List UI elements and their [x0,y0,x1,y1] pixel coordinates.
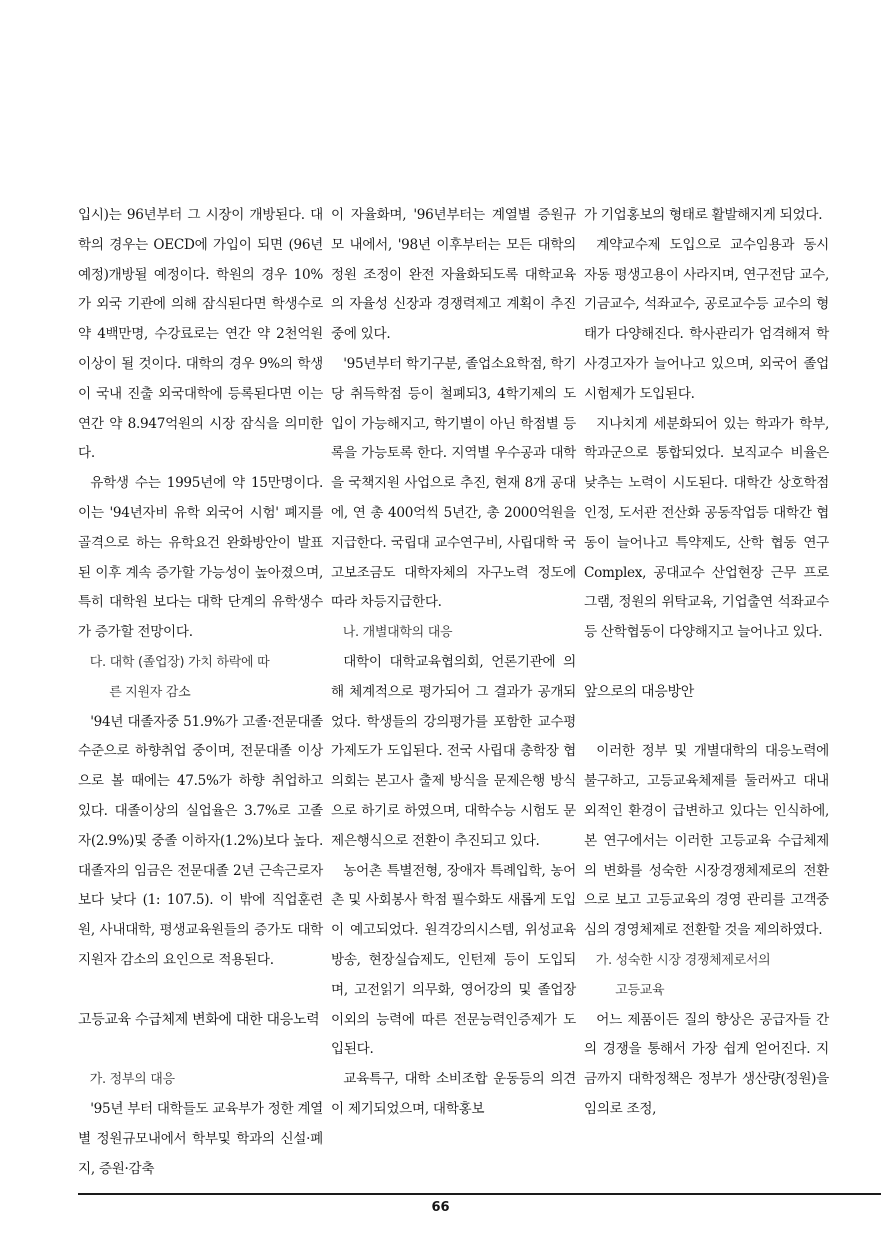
section-heading: 앞으로의 대응방안 [584,683,694,700]
subheading: 다. 대학 (졸업장) 가치 하락에 따 [89,654,270,670]
column-left [78,201,323,1184]
column-middle [331,201,576,1125]
paragraph: 지나치게 세분화되어 있는 학과가 학부, 학과군으로 통합되었다. 보직교수 비율은 낮추는 노력이 시도된다. 대학간 상호학점인정, 도서관 전산화 공동작업등 대학간 협동이 늘어나고 특약제도, 산학 협동 연구 Complex, 공대교수 산업현장 근무 프로그램, 정원의 위탁교육, 기업출연 석좌교수등 산학협동이 다양해지고 늘어나고 있다. [584,415,829,641]
column-right [584,201,829,1125]
paragraph: 이러한 정부 및 개별대학의 대응노력에 불구하고, 고등교육체제를 둘러싸고 대내외적인 환경이 급변하고 있다는 인식하에, 본 연구에서는 이러한 고등교육 수급체제의 변화를 성숙한 시장경쟁체제로의 전환으로 보고 고등교육의 경영 관리를 고객중심의 경영체제로 전환할 것을 제의하였다. [584,743,829,939]
subheading-continued: 고등교육 [615,982,665,998]
paragraph: 농어촌 특별전형, 장애자 특례입학, 농어촌 및 사회봉사 학점 필수화도 새롭게 도입이 예고되었다. 원격강의시스템, 위성교육방송, 현장실습제도, 인턴제 등이 도입되며, 고전읽기 의무화, 영어강의 및 졸업장이외의 능력에 따른 전문능력인증제가 도입된다. [331,862,576,1058]
paragraph: 유학생 수는 1995년에 약 15만명이다. 이는 '94년자비 유학 외국어 시험' 폐지를 골격으로 하는 유학요건 완화방안이 발표된 이후 계속 증가할 가능성이 높아졌으며, 특히 대학원 보다는 대학 단계의 유학생수가 증가할 전망이다. [78,475,323,641]
subheading: 가. 성숙한 시장 경쟁체제로서의 [595,952,771,968]
paragraph: '94년 대졸자중 51.9%가 고졸·전문대졸 수준으로 하향취업 중이며, 전문대졸 이상으로 볼 때에는 47.5%가 하향 취업하고 있다. 대졸이상의 실업율은 3.7%로 고졸자(2.9%)및 중졸 이하자(1.2%)보다 높다. 대졸자의 임금은 전문대졸 2년 근속근로자보다 낮다 (1: 107.5). 이 밖에 직업훈련원, 사내대학, 평생교육원들의 증가도 대학지원자 감소의 요인으로 적용된다. [78,713,323,968]
paragraph: '95년부터 학기구분, 졸업소요학점, 학기당 취득학점 등이 철폐되3, 4학기제의 도입이 가능해지고, 학기별이 아닌 학점별 등록을 가능토록 한다. 지역별 우수공과 대학을 국책지원 사업으로 추진, 현재 8개 공대에, 연 총 400억씩 5년간, 총 2000억원을 지급한다. 국립대 교수연구비, 사립대학 국고보조금도 대학자체의 자구노력 정도에 따라 차등지급한다. [331,355,576,611]
paragraph: 어느 제품이든 질의 향상은 공급자들 간의 경쟁을 통해서 가장 쉽게 얻어진다. 지금까지 대학정책은 정부가 생산량(정원)을 임의로 조정, [584,1011,829,1117]
paragraph: 가 기업홍보의 형태로 활발해지게 되었다. [584,207,823,223]
paragraph: 교육특구, 대학 소비조합 운동등의 의견이 제기되었으며, 대학홍보 [331,1071,576,1117]
paragraph: 이 자율화며, '96년부터는 계열별 증원규모 내에서, '98년 이후부터는 모든 대학의 정원 조정이 완전 자율화되도록 대학교육의 자율성 신장과 경쟁력제고 계획이 추진중에 있다. [331,207,576,343]
subheading: 나. 개별대학의 대응 [342,625,453,641]
subheading-continued: 른 지원자 감소 [109,684,191,700]
subheading: 가. 정부의 대응 [89,1072,175,1088]
page-number: 66 [431,1200,450,1215]
paragraph: 계약교수제 도입으로 교수임용과 동시 자동 평생고용이 사라지며, 연구전담 교수, 기금교수, 석좌교수, 공로교수등 교수의 형태가 다양해진다. 학사관리가 엄격해져 학사경고자가 늘어나고 있으며, 외국어 졸업시험제가 도입된다. [584,236,829,402]
paragraph: 대학이 대학교육협의회, 언론기관에 의해 체계적으로 평가되어 그 결과가 공개되었다. 학생들의 강의평가를 포함한 교수평가제도가 도입된다. 전국 사립대 총학장 협의회는 본고사 출제 방식을 문제은행 방식으로 하기로 하였으며, 대학수능 시험도 문제은행식으로 전환이 추진되고 있다. [331,653,576,849]
paragraph: '95년 부터 대학들도 교육부가 정한 계열별 정원규모내에서 학부및 학과의 신설·폐지, 증원·감축 [78,1100,323,1177]
section-heading: 고등교육 수급체제 변화에 대한 대응노력 [78,1011,320,1028]
footer-rule [78,1193,881,1195]
paragraph: 입시)는 96년부터 그 시장이 개방된다. 대학의 경우는 OECD에 가입이 되면 (96년 예정)개방될 예정이다. 학원의 경우 10%가 외국 기관에 의해 잠식된다면 학생수로 약 4백만명, 수강료로는 연간 약 2천억원이상이 될 것이다. 대학의 경우 9%의 학생이 국내 진출 외국대학에 등록된다면 이는 연간 약 8.947억원의 시장 잠식을 의미한다. [78,207,323,462]
